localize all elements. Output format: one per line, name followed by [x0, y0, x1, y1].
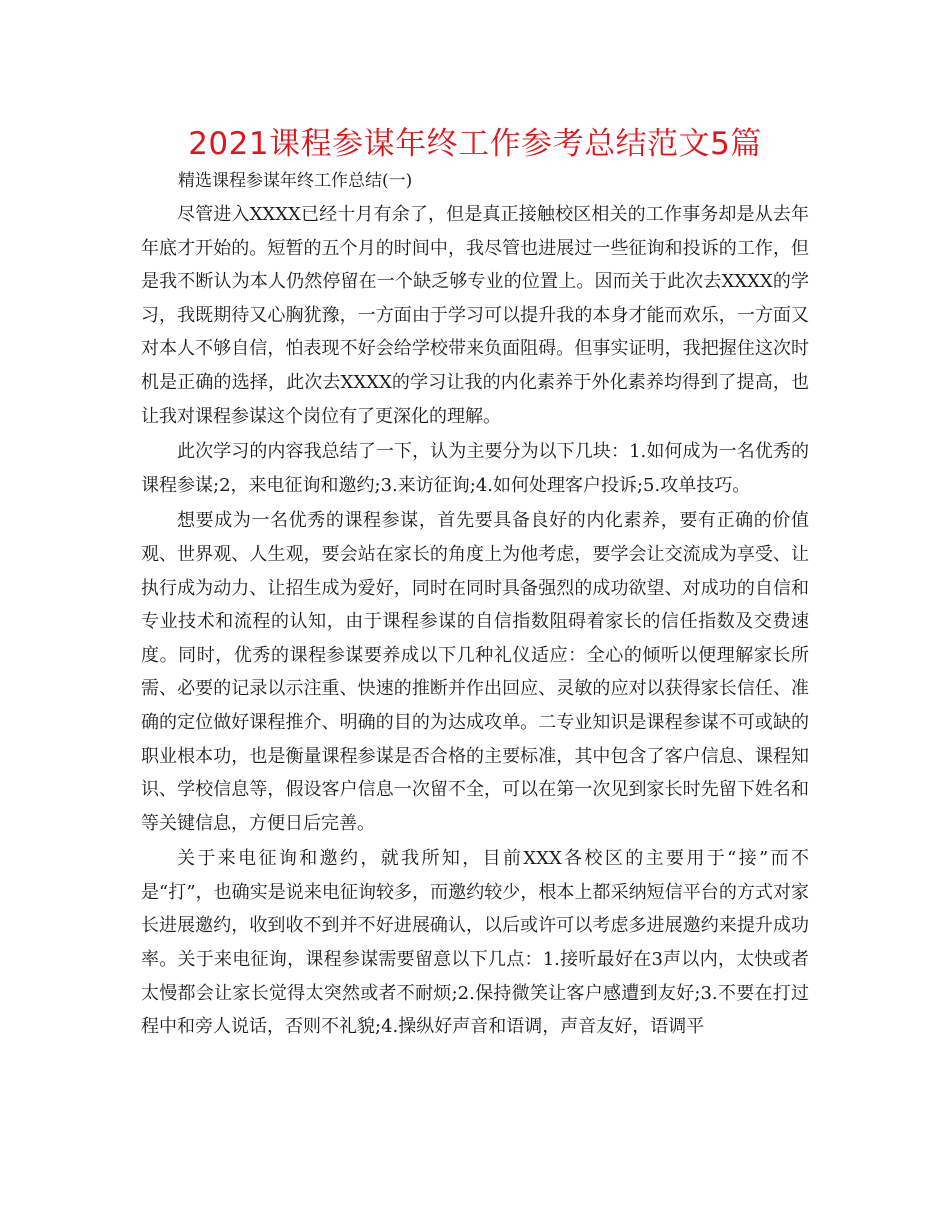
document-body [141, 198, 809, 1046]
section-title: 精选课程参谋年终工作总结(一) [178, 171, 413, 191]
document-title: 2021课程参谋年终工作参考总结范文5篇 [188, 126, 762, 162]
paragraph: 关于来电征询和邀约，就我所知，目前XXX各校区的主要用于“接”而不是“打”，也确实是说来电征询较多，而邀约较少，根本上都采纳短信平台的方式对家长进展邀约，收到收不到并不好进展确认，以后或许可以考虑多进展邀约来提升成功率。关于来电征询，课程参谋需要留意以下几点：1.接听最好在3声以内，太快或者太慢都会让家长觉得太突然或者不耐烦;2.保持微笑让客户感遭到友好;3.不要在打过程中和旁人说话，否则不礼貌;4.操纵好声音和语调，声音友好，语调平 [141, 848, 809, 1038]
paragraph: 此次学习的内容我总结了一下，认为主要分为以下几块：1.如何成为一名优秀的课程参谋;2，来电征询和邀约;3.来访征询;4.如何处理客户投诉;5.攻单技巧。 [141, 441, 809, 496]
paragraph: 想要成为一名优秀的课程参谋，首先要具备良好的内化素养，要有正确的价值观、世界观、人生观，要会站在家长的角度上为他考虑，要学会让交流成为享受、让执行成为动力、让招生成为爱好，同时在同时具备强烈的成功欲望、对成功的自信和专业技术和流程的认知，由于课程参谋的自信指数阻碍着家长的信任指数及交费速度。同时，优秀的课程参谋要养成以下几种礼仪适应：全心的倾听以便理解家长所需、必要的记录以示注重、快速的推断并作出回应、灵敏的应对以获得家长信任、准确的定位做好课程推介、明确的目的为达成攻单。二专业知识是课程参谋不可或缺的职业根本功，也是衡量课程参谋是否合格的主要标准，其中包含了客户信息、课程知识、学校信息等，假设客户信息一次留不全，可以在第一次见到家长时先留下姓名和等关键信息，方便日后完善。 [141, 510, 809, 834]
paragraph: 尽管进入XXXX已经十月有余了，但是真正接触校区相关的工作事务却是从去年年底才开始的。短暂的五个月的时间中，我尽管也进展过一些征询和投诉的工作，但是我不断认为本人仍然停留在一个缺乏够专业的位置上。因而关于此次去XXXX的学习，我既期待又心胸犹豫，一方面由于学习可以提升我的本身才能而欢乐，一方面又对本人不够自信，怕表现不好会给学校带来负面阻碍。但事实证明，我把握住这次时机是正确的选择，此次去XXXX的学习让我的内化素养于外化素养均得到了提高，也让我对课程参谋这个岗位有了更深化的理解。 [141, 204, 809, 427]
